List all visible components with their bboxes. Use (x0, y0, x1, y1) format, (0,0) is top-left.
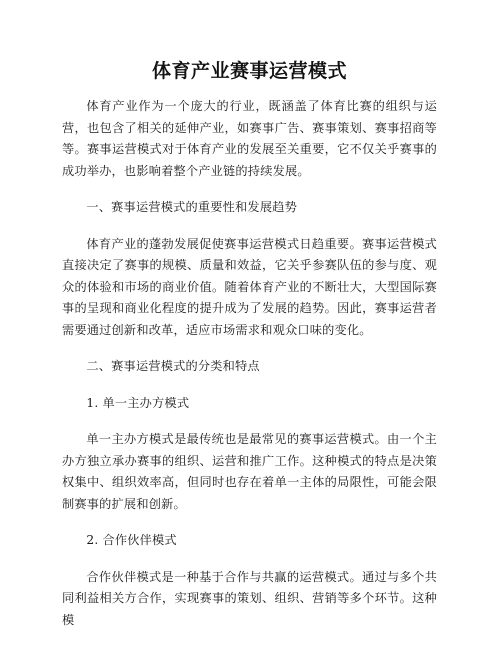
intro-paragraph: 体育产业作为一个庞大的行业，既涵盖了体育比赛的组织与运营，也包含了相关的延伸产业，如赛事广告、赛事策划、赛事招商等等。赛事运营模式对于体育产业的发展至关重要，它不仅关乎赛事的成功举办，也影响着整个产业链的持续发展。 (62, 99, 437, 178)
section-2-heading: 二、赛事运营模式的分类和特点 (86, 359, 260, 373)
subsection-2-paragraph: 合作伙伴模式是一种基于合作与共赢的运营模式。通过与多个共同利益相关方合作，实现赛事的策划、组织、营销等多个环节。这种模 (62, 569, 437, 627)
section-1-heading: 一、赛事运营模式的重要性和发展趋势 (86, 200, 297, 214)
document-title: 体育产业赛事运营模式 (151, 60, 347, 82)
subsection-1-heading: 1. 单一主办方模式 (86, 395, 190, 410)
subsection-2-heading: 2. 合作伙伴模式 (86, 533, 177, 547)
subsection-1-paragraph: 单一主办方模式是最传统也是最常见的赛事运营模式。由一个主办方独立承办赛事的组织、运营和推广工作。这种模式的特点是决策权集中、组织效率高，但同时也存在着单一主体的局限性，可能会限制赛事的扩展和创新。 (62, 432, 437, 511)
section-1-paragraph: 体育产业的蓬勃发展促使赛事运营模式日趋重要。赛事运营模式直接决定了赛事的规模、质量和效益，它关乎参赛队伍的参与度、观众的体验和市场的商业价值。随着体育产业的不断壮大，大型国际赛事的呈现和商业化程度的提升成为了发展的趋势。因此，赛事运营者需要通过创新和改革，适应市场需求和观众口味的变化。 (62, 236, 437, 337)
